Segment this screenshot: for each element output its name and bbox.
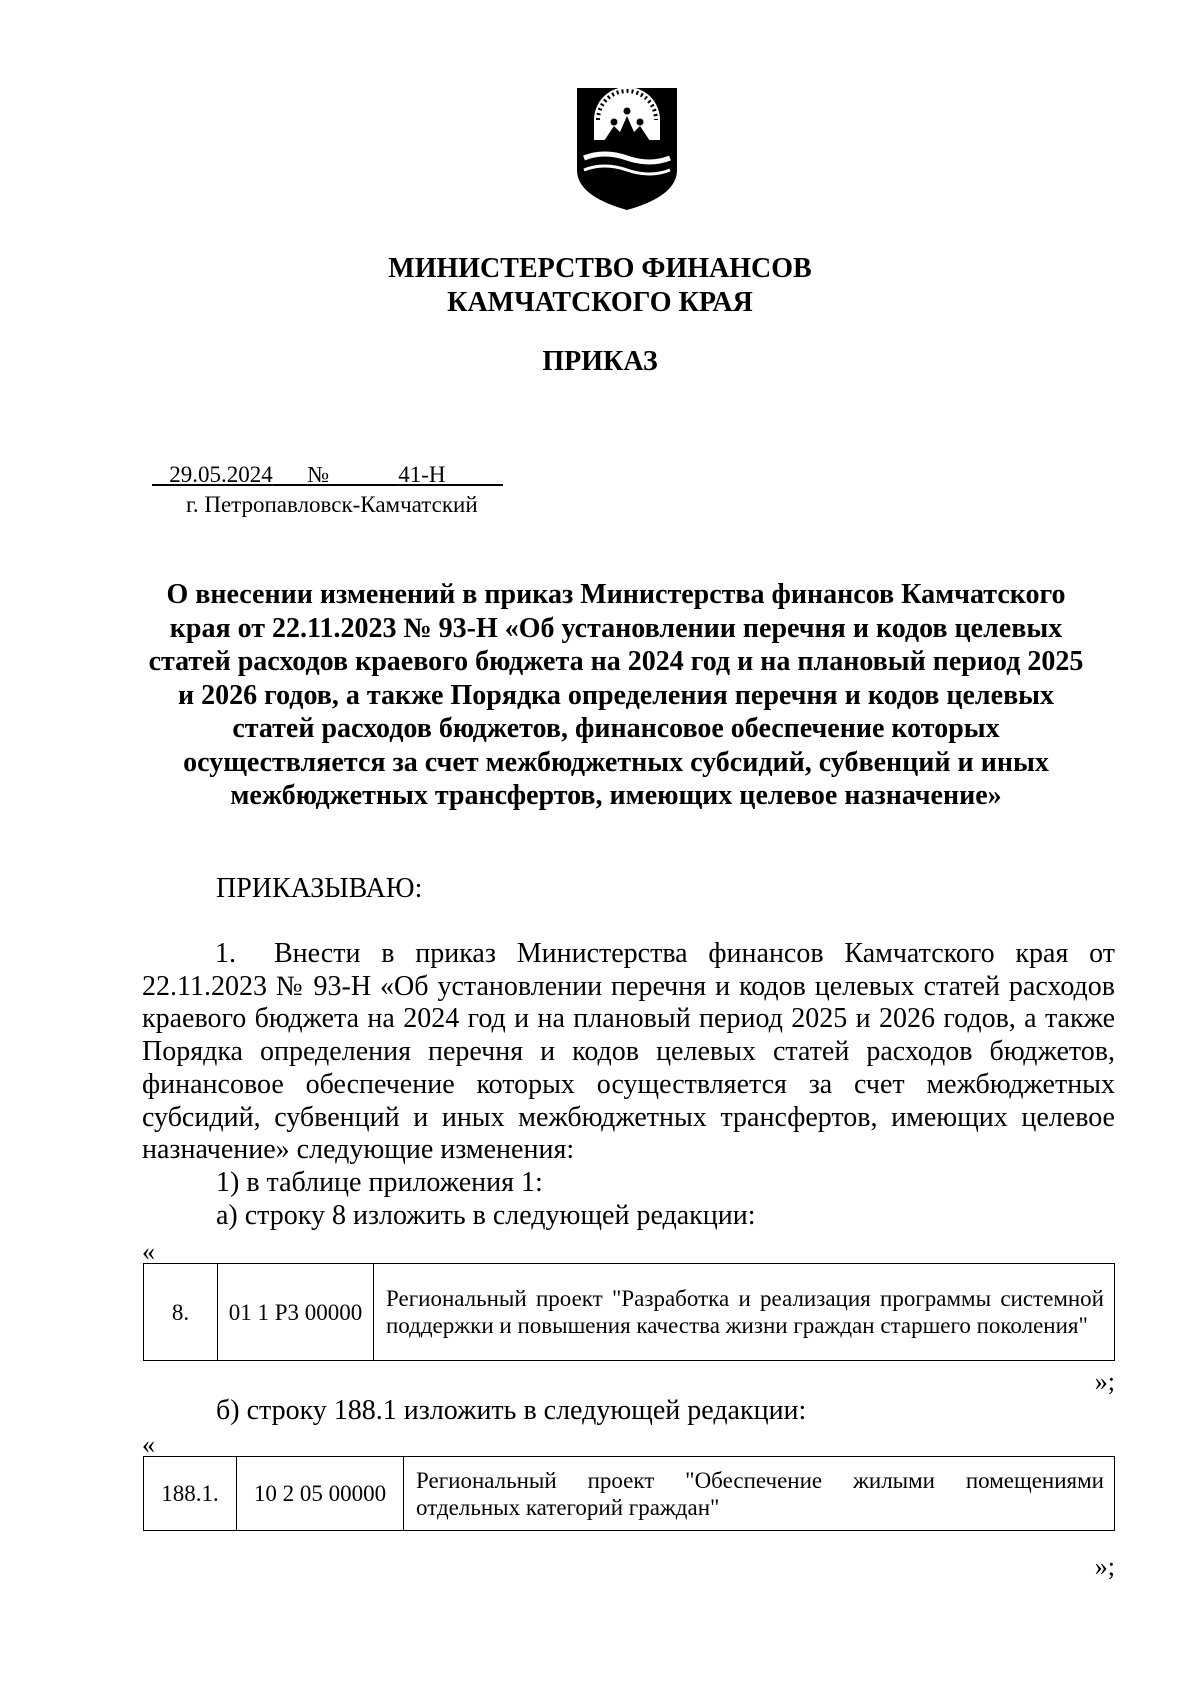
ministry-name-line2: КАМЧАТСКОГО КРАЯ bbox=[447, 287, 753, 318]
document-title: О внесении изменений в приказ Министерства финансов Камчатского края от 22.11.2023 № 93-Н «Об установлении перечня и кодов целевых статей расходов краевого бюджета на 2024 год и на плановый период 2025 и 2026 годов, а также Порядка определения перечня и кодов целевых статей расходов бюджетов, финансовое обеспечение которых осуществляется за счет межбюджетных субсидий, субвенций и иных межбюджетных трансфертов, имеющих целевое назначение» bbox=[148, 579, 1084, 811]
paragraph-1-text: Внести в приказ Министерства финансов Камчатского края от 22.11.2023 № 93-Н «Об установлении перечня и кодов целевых статей расходов краевого бюджета на 2024 год и на плановый период 2025 и 2026 годов, а также Порядка определения перечня и кодов целевых статей расходов бюджетов, финансовое обеспечение которых осуществляется за счет межбюджетных субсидий, субвенций и иных межбюджетных трансфертов, имеющих целевое назначение» следующие изменения: bbox=[142, 938, 1115, 1166]
order-word: ПРИКАЗЫВАЮ: bbox=[216, 873, 423, 904]
city: г. Петропавловск-Камчатский bbox=[186, 492, 478, 517]
quote-close: »; bbox=[1094, 1367, 1115, 1396]
date-number-line bbox=[152, 462, 503, 488]
order-number: 41-Н bbox=[398, 462, 446, 487]
kamchatka-coat-of-arms-icon bbox=[574, 84, 680, 212]
table-row bbox=[144, 1457, 1115, 1531]
row-code: 01 1 Р3 00000 bbox=[218, 1264, 374, 1361]
quote-open: « bbox=[142, 1237, 155, 1266]
row-description: Региональный проект "Обеспечение жилыми помещениями отдельных категорий граждан" bbox=[404, 1457, 1115, 1531]
row-code: 10 2 05 00000 bbox=[237, 1457, 404, 1531]
order-date: 29.05.2024 bbox=[169, 462, 273, 487]
subitem-b: б) строку 188.1 изложить в следующей редакции: bbox=[216, 1395, 807, 1426]
subitem-1: 1) в таблице приложения 1: bbox=[216, 1167, 543, 1198]
ministry-name-line1: МИНИСТЕРСТВО ФИНАНСОВ bbox=[388, 253, 812, 284]
paragraph-1-number: 1. bbox=[215, 938, 236, 969]
number-sign: № bbox=[307, 462, 330, 487]
quote-open: « bbox=[142, 1430, 155, 1459]
quote-close: »; bbox=[1094, 1552, 1115, 1581]
paragraph-1 bbox=[142, 938, 1115, 1167]
table-row-8 bbox=[143, 1263, 1115, 1361]
document-type: ПРИКАЗ bbox=[542, 346, 658, 377]
row-number: 188.1. bbox=[144, 1457, 237, 1531]
row-description: Региональный проект "Разработка и реализация программы системной поддержки и повышения качества жизни граждан старшего поколения" bbox=[374, 1264, 1115, 1361]
table-row-188-1 bbox=[143, 1456, 1115, 1531]
table-row bbox=[144, 1264, 1115, 1361]
subitem-a: а) строку 8 изложить в следующей редакции: bbox=[216, 1200, 756, 1231]
row-number: 8. bbox=[144, 1264, 218, 1361]
